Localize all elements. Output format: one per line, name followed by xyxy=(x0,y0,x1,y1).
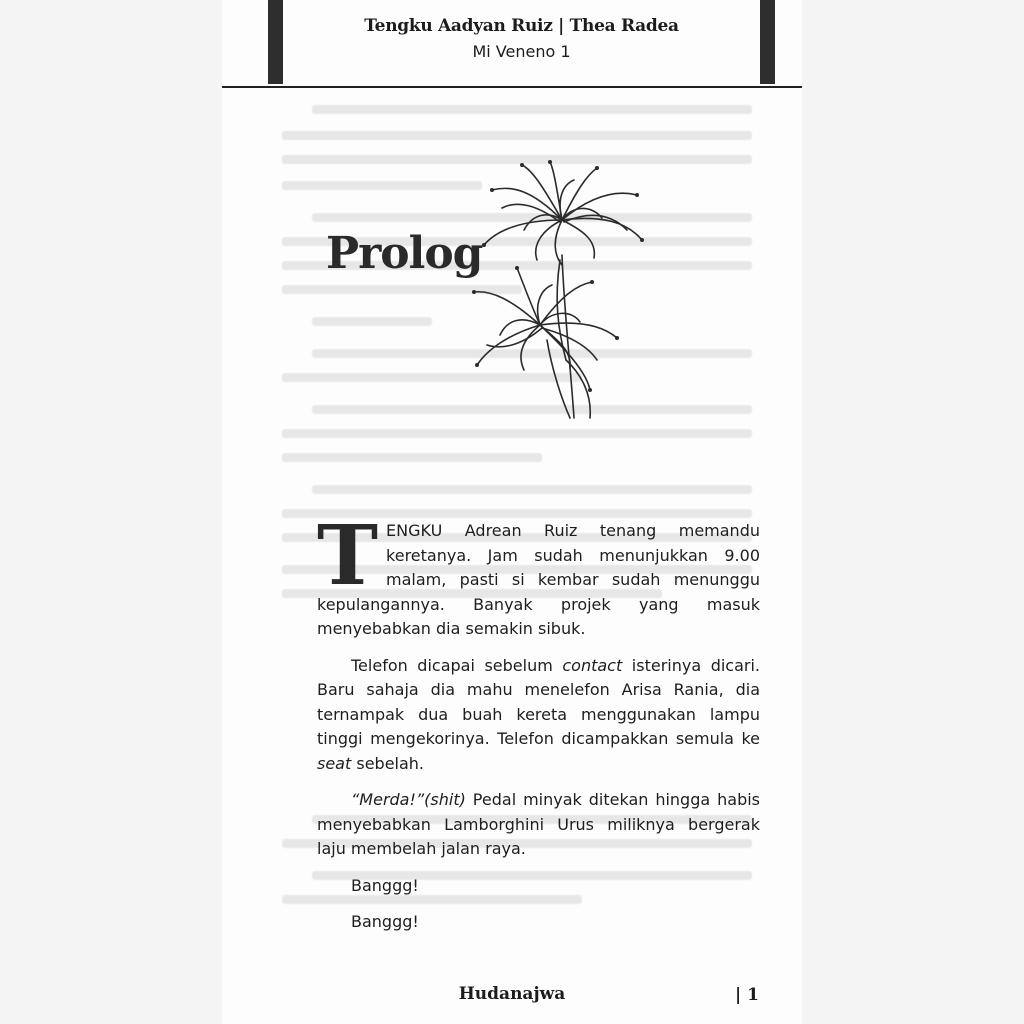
paragraph-4: Banggg! xyxy=(351,875,419,895)
background-left xyxy=(0,0,222,1024)
paragraph-2-text-b: isterinya dicari. Baru sahaja dia mahu menelefon Arisa Rania, dia ternampak dua buah kereta menggunakan lampu tinggi mengekorinya. Telefon dicampakkan semula ke xyxy=(317,655,761,748)
header-bar-right xyxy=(760,0,775,84)
drop-cap: T xyxy=(317,508,379,604)
paragraph-3 xyxy=(317,788,760,862)
footer-imprint: Hudanajwa xyxy=(458,984,566,1004)
background-right xyxy=(802,0,1024,1024)
header-rule xyxy=(222,86,802,88)
page-number: | 1 xyxy=(735,985,759,1005)
running-header-series: Mi Veneno 1 xyxy=(472,42,571,61)
paragraph-2 xyxy=(317,654,760,777)
paragraph-3-text: Pedal minyak ditekan hingga habis menyebabkan Lamborghini Urus miliknya bergerak laju membelah jalan raya. xyxy=(317,790,760,858)
paragraph-2-text-a: Telefon dicapai sebelum xyxy=(351,655,563,675)
paragraph-2-emphasis-contact: contact xyxy=(562,655,623,675)
paragraph-1 xyxy=(317,508,760,642)
header-bar-left xyxy=(268,0,283,84)
paragraph-2-emphasis-seat: seat xyxy=(317,753,352,773)
chapter-title: Prolog xyxy=(326,228,483,279)
running-header-author: Tengku Aadyan Ruiz | Thea Radea xyxy=(364,16,679,36)
prologue-body xyxy=(317,508,761,947)
paragraph-3-emphasis: “Merda!”(shit) xyxy=(351,790,466,809)
spider-lily-icon xyxy=(462,160,662,425)
paragraph-1-text: ENGKU Adrean Ruiz tenang memandu keretanya. Jam sudah menunjukkan 9.00 malam, pasti si kembar sudah menunggu kepulangannya. Banyak projek yang masuk menyebabkan dia semakin sibuk. xyxy=(317,521,760,638)
paragraph-2-text-c: sebelah. xyxy=(351,753,425,773)
paragraph-5: Banggg! xyxy=(351,912,419,931)
